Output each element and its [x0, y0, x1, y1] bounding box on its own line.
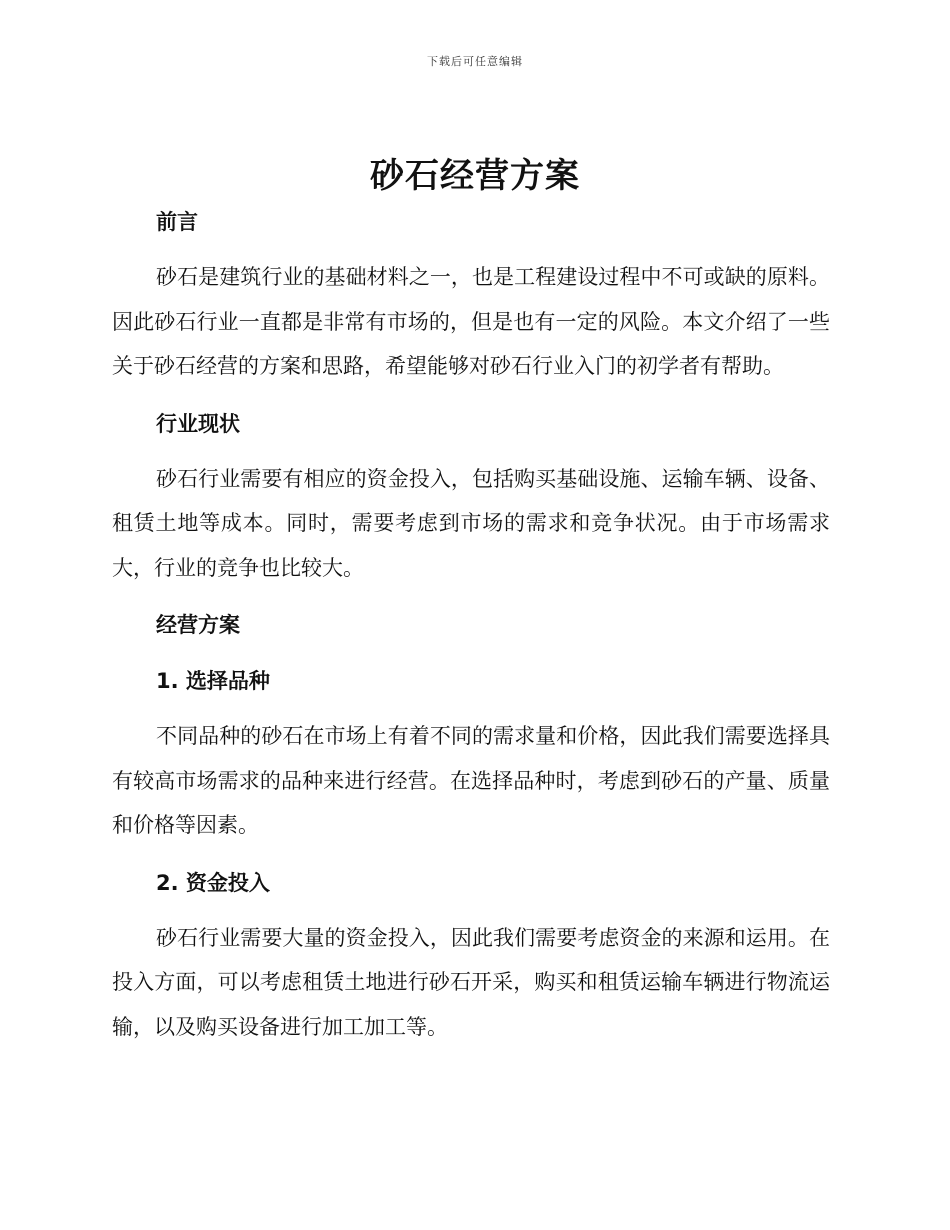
- section-paragraph-capital-investment: 砂石行业需要大量的资金投入，因此我们需要考虑资金的来源和运用。在投入方面，可以考虑租赁土地进行砂石开采，购买和租赁运输车辆进行物流运输，以及购买设备进行加工加工等。: [112, 925, 830, 1039]
- section-heading-capital-investment: 2. 资金投入: [156, 870, 270, 895]
- section-paragraph-preface: 砂石是建筑行业的基础材料之一，也是工程建设过程中不可或缺的原料。因此砂石行业一直都是非常有市场的，但是也有一定的风险。本文介绍了一些关于砂石经营的方案和思路，希望能够对砂石行业入门的初学者有帮助。: [112, 265, 830, 378]
- header-note: 下载后可任意编辑: [427, 55, 523, 68]
- section-paragraph-choose-variety: 不同品种的砂石在市场上有着不同的需求量和价格，因此我们需要选择具有较高市场需求的品种来进行经营。在选择品种时，考虑到砂石的产量、质量和价格等因素。: [112, 724, 830, 837]
- section-heading-choose-variety: 1. 选择品种: [156, 669, 270, 693]
- document-body: [112, 201, 830, 1049]
- section-heading-industry-status: 行业现状: [156, 411, 240, 436]
- document-title: 砂石经营方案: [370, 156, 580, 196]
- section-heading-business-plan: 经营方案: [156, 613, 240, 637]
- section-heading-preface: 前言: [156, 210, 198, 234]
- section-paragraph-industry-status: 砂石行业需要有相应的资金投入，包括购买基础设施、运输车辆、设备、租赁土地等成本。同时，需要考虑到市场的需求和竞争状况。由于市场需求大，行业的竞争也比较大。: [112, 466, 830, 580]
